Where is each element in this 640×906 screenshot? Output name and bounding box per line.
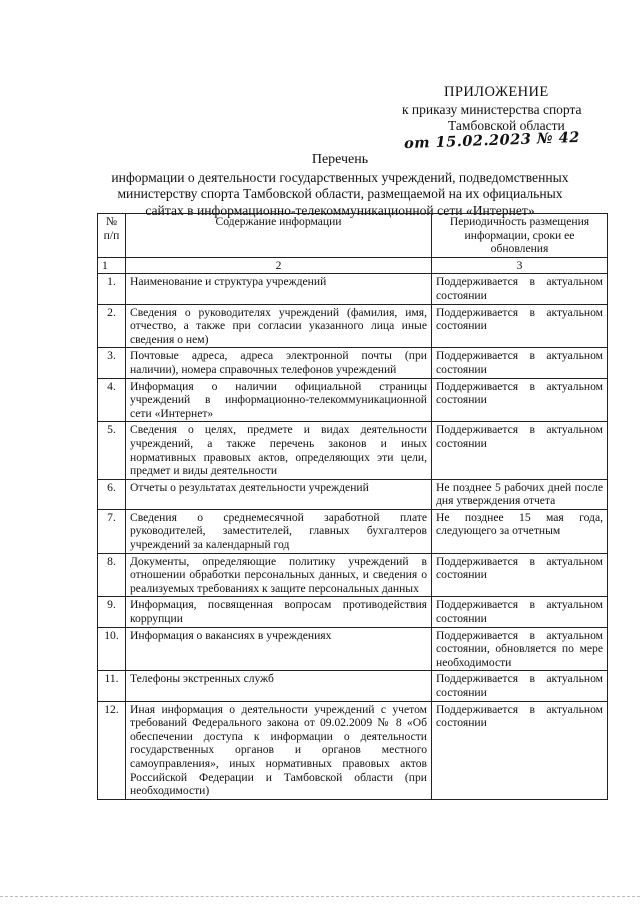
header-num: № п/п [98, 214, 126, 258]
row-content: Информация, посвященная вопросам противодействия коррупции [126, 597, 432, 627]
row-number: 6. [98, 479, 126, 509]
table-row [98, 671, 608, 701]
table-row [98, 627, 608, 671]
annex-order-line: к приказу министерства спорта [402, 102, 582, 117]
table-row [98, 701, 608, 799]
row-content: Сведения о целях, предмете и видах деятельности учреждений, а также перечень законов и иных нормативных правовых актов, определяющих эти цели, предмет и виды деятельности [126, 422, 432, 479]
row-number: 3. [98, 348, 126, 378]
header-content: Содержание информации [126, 214, 432, 258]
row-period: Поддерживается в актуальном состоянии [432, 378, 608, 422]
row-period: Не позднее 5 рабочих дней после дня утверждения отчета [432, 479, 608, 509]
document-heading [80, 152, 600, 219]
row-content: Информация о вакансиях в учреждениях [126, 627, 432, 671]
row-period: Поддерживается в актуальном состоянии [432, 422, 608, 479]
table-row [98, 509, 608, 553]
row-period: Поддерживается в актуальном состоянии [432, 348, 608, 378]
row-number: 2. [98, 304, 126, 348]
row-period: Поддерживается в актуальном состоянии [432, 553, 608, 597]
row-number: 5. [98, 422, 126, 479]
row-number: 1. [98, 274, 126, 304]
annex-region-line: Тамбовской области [448, 118, 565, 133]
row-content: Наименование и структура учреждений [126, 274, 432, 304]
table-header-row [98, 214, 608, 258]
row-number: 10. [98, 627, 126, 671]
row-content: Телефоны экстренных служб [126, 671, 432, 701]
row-number: 12. [98, 701, 126, 799]
column-number-row [98, 257, 608, 274]
row-content: Сведения о среднемесячной заработной плате руководителей, заместителей, главных бухгалтеров учреждений за календарный год [126, 509, 432, 553]
document-title: Перечень [311, 152, 369, 167]
row-number: 7. [98, 509, 126, 553]
row-period: Поддерживается в актуальном состоянии [432, 274, 608, 304]
row-content: Почтовые адреса, адреса электронной почты (при наличии), номера справочных телефонов учреждений [126, 348, 432, 378]
row-period: Поддерживается в актуальном состоянии, обновляется по мере необходимости [432, 627, 608, 671]
row-number: 11. [98, 671, 126, 701]
row-period: Поддерживается в актуальном состоянии [432, 597, 608, 627]
column-number: 2 [126, 257, 432, 274]
table-row [98, 479, 608, 509]
row-period: Не позднее 15 мая года, следующего за отчетным [432, 509, 608, 553]
table-row [98, 422, 608, 479]
annex-title: ПРИЛОЖЕНИЕ [444, 84, 549, 100]
table-row [98, 553, 608, 597]
row-period: Поддерживается в актуальном состоянии [432, 701, 608, 799]
row-content: Информация о наличии официальной страницы учреждений в информационно-телекоммуникационной сети «Интернет» [126, 378, 432, 422]
table-row [98, 378, 608, 422]
row-period: Поддерживается в актуальном состоянии [432, 671, 608, 701]
column-number: 1 [98, 257, 126, 274]
heading-line: министерству спорта Тамбовской области, размещаемой на их официальных [117, 186, 563, 202]
information-table [97, 213, 608, 800]
row-period: Поддерживается в актуальном состоянии [432, 304, 608, 348]
header-period: Периодичность размещения информации, сроки ее обновления [432, 214, 608, 258]
row-number: 8. [98, 553, 126, 597]
table-row [98, 304, 608, 348]
table-row [98, 274, 608, 304]
heading-line: сайтах в информационно-телекоммуникационной сети «Интернет» [145, 202, 535, 218]
handwritten-date: от 15.02.2023 № 42 [403, 128, 581, 153]
annex-block [0, 78, 640, 153]
column-number: 3 [432, 257, 608, 274]
table-row [98, 348, 608, 378]
row-content: Отчеты о результатах деятельности учреждений [126, 479, 432, 509]
row-number: 9. [98, 597, 126, 627]
row-content: Документы, определяющие политику учреждений в отношении обработки персональных данных, и сведения о реализуемых требованиях к защите персональных данных [126, 553, 432, 597]
row-content: Сведения о руководителях учреждений (фамилия, имя, отчество, а также при согласии указанного лица иные сведения о нем) [126, 304, 432, 348]
heading-line: информации о деятельности государственных учреждений, подведомственных [111, 170, 569, 185]
table-row [98, 597, 608, 627]
row-content: Иная информация о деятельности учреждений с учетом требований Федерального закона от 09.02.2009 № 8 «Об обеспечении доступа к информации о деятельности государственных органов и органов местного самоуправления», иных нормативных правовых актов Российской Федерации и Тамбовской области (при необходимости) [126, 701, 432, 799]
row-number: 4. [98, 378, 126, 422]
